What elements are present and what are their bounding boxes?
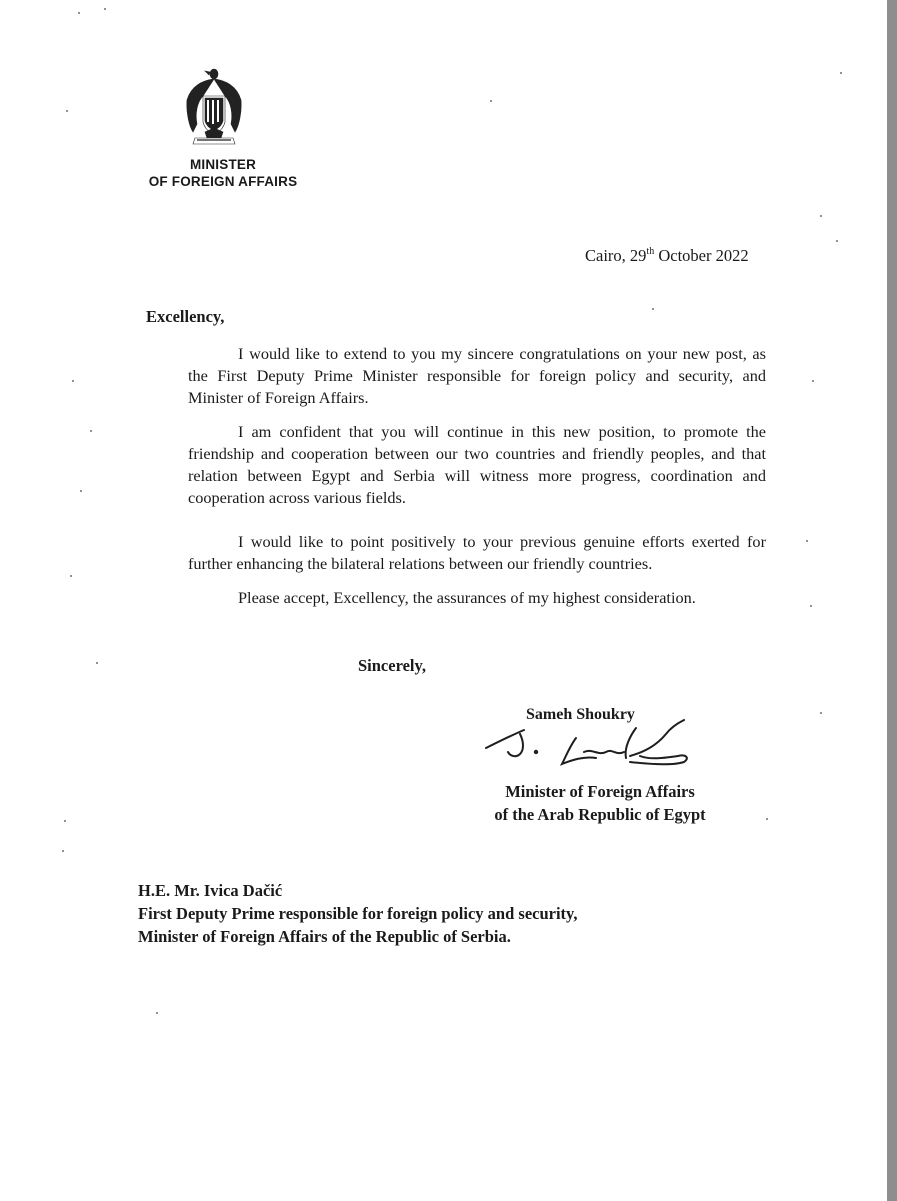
- signer-title-line1: Minister of Foreign Affairs: [505, 782, 695, 801]
- eagle-emblem-icon: [183, 66, 245, 148]
- handwritten-signature-icon: [480, 712, 700, 778]
- signer-title: [470, 780, 730, 826]
- scan-speck: [836, 240, 838, 242]
- body-paragraph-1: I would like to extend to you my sincere congratulations on your new post, as the First Deputy Prime Minister responsible for foreign policy and security, and Minister of Foreign Affairs.: [188, 344, 766, 407]
- date-prefix: Cairo, 29: [585, 246, 647, 265]
- scan-speck: [72, 380, 74, 382]
- scan-speck: [806, 540, 808, 542]
- scan-speck: [820, 712, 822, 714]
- body-paragraph-4: Please accept, Excellency, the assurances of my highest consideration.: [238, 588, 696, 607]
- scan-speck: [156, 1012, 158, 1014]
- scan-speck: [812, 380, 814, 382]
- scan-speck: [652, 308, 654, 310]
- scan-speck: [64, 820, 66, 822]
- scan-speck: [90, 430, 92, 432]
- scan-speck: [490, 100, 492, 102]
- recipient-position: First Deputy Prime responsible for foreign policy and security,: [138, 904, 578, 923]
- letterhead-title-line1: MINISTER: [189, 157, 257, 172]
- recipient-ministry: Minister of Foreign Affairs of the Republic of Serbia.: [138, 927, 511, 946]
- date-rest: October 2022: [654, 246, 749, 265]
- scan-speck: [820, 215, 822, 217]
- scan-speck: [62, 850, 64, 852]
- letterhead-title-line2: OF FOREIGN AFFAIRS: [148, 174, 298, 189]
- scan-speck: [66, 110, 68, 112]
- scan-speck: [840, 72, 842, 74]
- salutation: Excellency,: [146, 307, 225, 326]
- scan-speck: [766, 818, 768, 820]
- body-paragraph-3: I would like to point positively to your previous genuine efforts exerted for further enhancing the bilateral relations between our friendly countries.: [188, 532, 766, 573]
- scan-speck: [810, 605, 812, 607]
- date-line: [585, 246, 749, 266]
- letterhead-title: [140, 156, 306, 190]
- recipient-name: H.E. Mr. Ivica Dačić: [138, 881, 283, 900]
- scan-speck: [80, 490, 82, 492]
- signer-name: Sameh Shoukry: [526, 706, 635, 723]
- scan-speck: [78, 12, 80, 14]
- scan-page-edge: [887, 0, 897, 1201]
- closing: Sincerely,: [358, 656, 426, 675]
- body-paragraph-2: I am confident that you will continue in this new position, to promote the friendship and cooperation between our two countries and friendly peoples, and that relation between Egypt and Serbia will witness more progress, coordination and cooperation across various fields.: [188, 422, 766, 507]
- date-ordinal-suffix: th: [646, 246, 655, 257]
- signer-title-line2: of the Arab Republic of Egypt: [494, 805, 706, 824]
- recipient-block: [138, 879, 578, 948]
- scan-speck: [70, 575, 72, 577]
- scan-speck: [96, 662, 98, 664]
- scan-speck: [104, 8, 106, 10]
